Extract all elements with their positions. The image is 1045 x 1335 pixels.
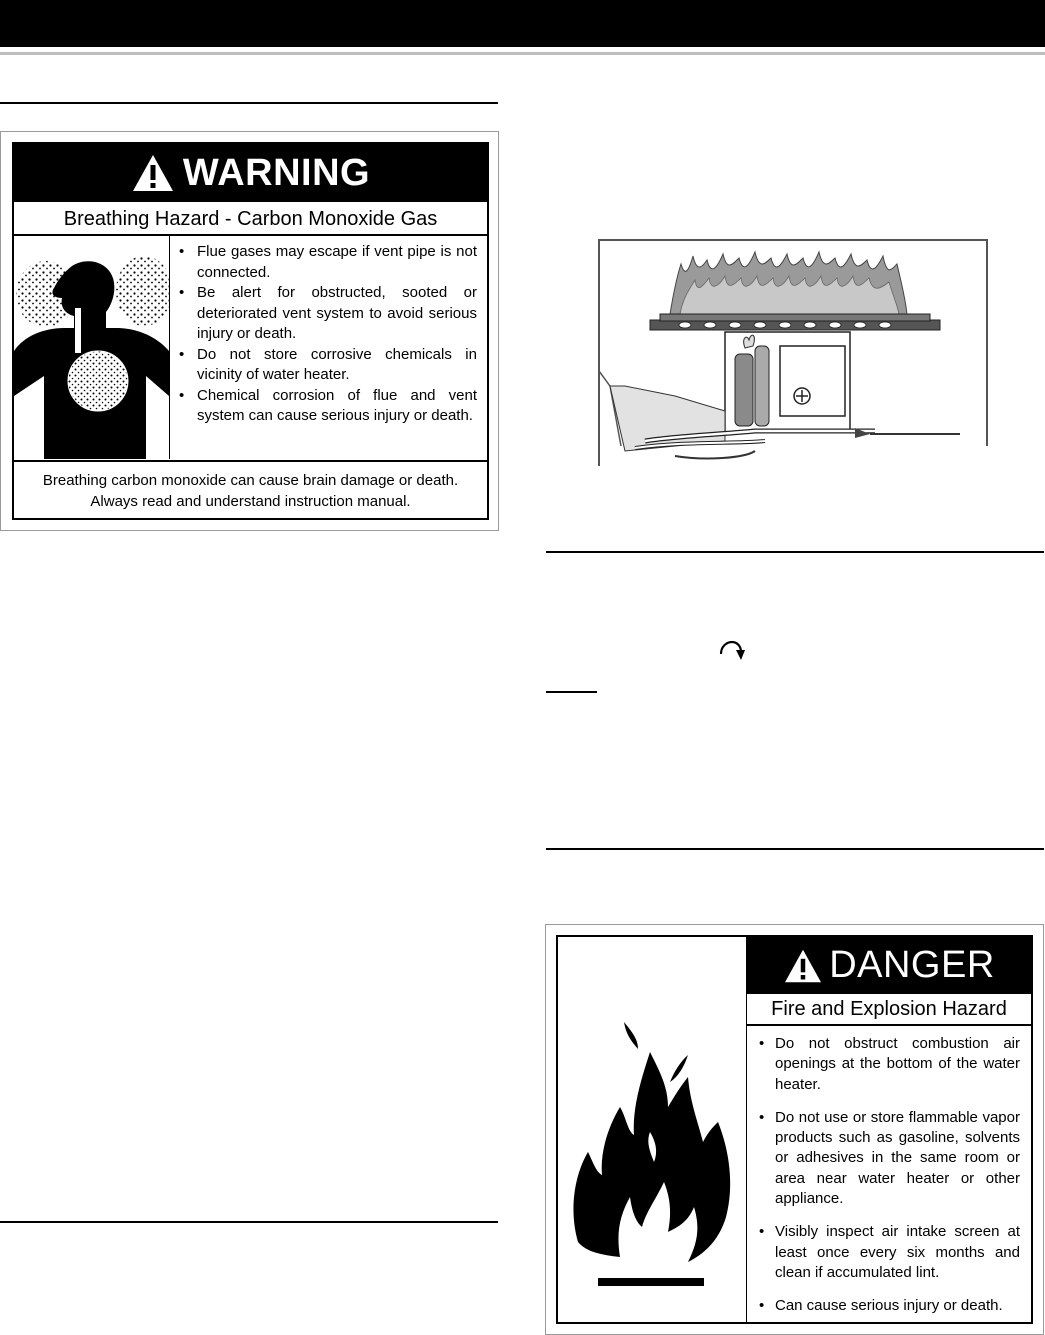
burner-flame-illustration (585, 236, 993, 476)
list-item: • Chemical corrosion of flue and vent system can cause serious injury or death. (177, 386, 477, 427)
carbon-monoxide-person-icon (14, 236, 170, 459)
short-underline (546, 691, 597, 693)
hazard-title: Fire and Explosion Hazard (747, 994, 1031, 1026)
warning-list (177, 242, 477, 427)
danger-label (556, 935, 1033, 1324)
warning-triangle-icon (783, 948, 823, 984)
warning-label (12, 142, 489, 520)
list-item: • Do not use or store flammable vapor products such as gasoline, solvents or adhesives in the same room or area near water heater or other appliance. (758, 1108, 1020, 1209)
clockwise-arrow-icon (717, 638, 745, 662)
warning-header (14, 144, 487, 202)
section-rule (0, 1221, 498, 1223)
warning-footer (14, 460, 487, 512)
warning-triangle-icon (131, 153, 175, 193)
signal-word: WARNING (182, 151, 371, 194)
footer-line: Always read and understand instruction manual. (90, 493, 411, 510)
list-item: • Do not store corrosive chemicals in vicinity of water heater. (177, 345, 477, 386)
danger-list (758, 1034, 1020, 1330)
list-item: • Be alert for obstructed, sooted or deteriorated vent system to avoid serious injury or death. (177, 283, 477, 345)
section-rule (0, 102, 498, 104)
header-bar (0, 0, 1045, 47)
list-item: • Visibly inspect air intake screen at least once every six months and clean if accumulated lint. (758, 1222, 1020, 1283)
hazard-title: Breathing Hazard - Carbon Monoxide Gas (14, 204, 487, 236)
signal-word: DANGER (829, 944, 995, 986)
fire-icon (558, 937, 747, 1322)
list-item: • Do not obstruct combustion air openings at the bottom of the water heater. (758, 1034, 1020, 1095)
footer-line: Breathing carbon monoxide can cause brain damage or death. (42, 472, 459, 489)
header-underline (0, 52, 1045, 55)
danger-header (747, 937, 1031, 994)
list-item: • Can cause serious injury or death. (758, 1296, 1020, 1316)
list-item: • Flue gases may escape if vent pipe is not connected. (177, 242, 477, 283)
section-rule (546, 551, 1044, 553)
section-rule (546, 848, 1044, 850)
